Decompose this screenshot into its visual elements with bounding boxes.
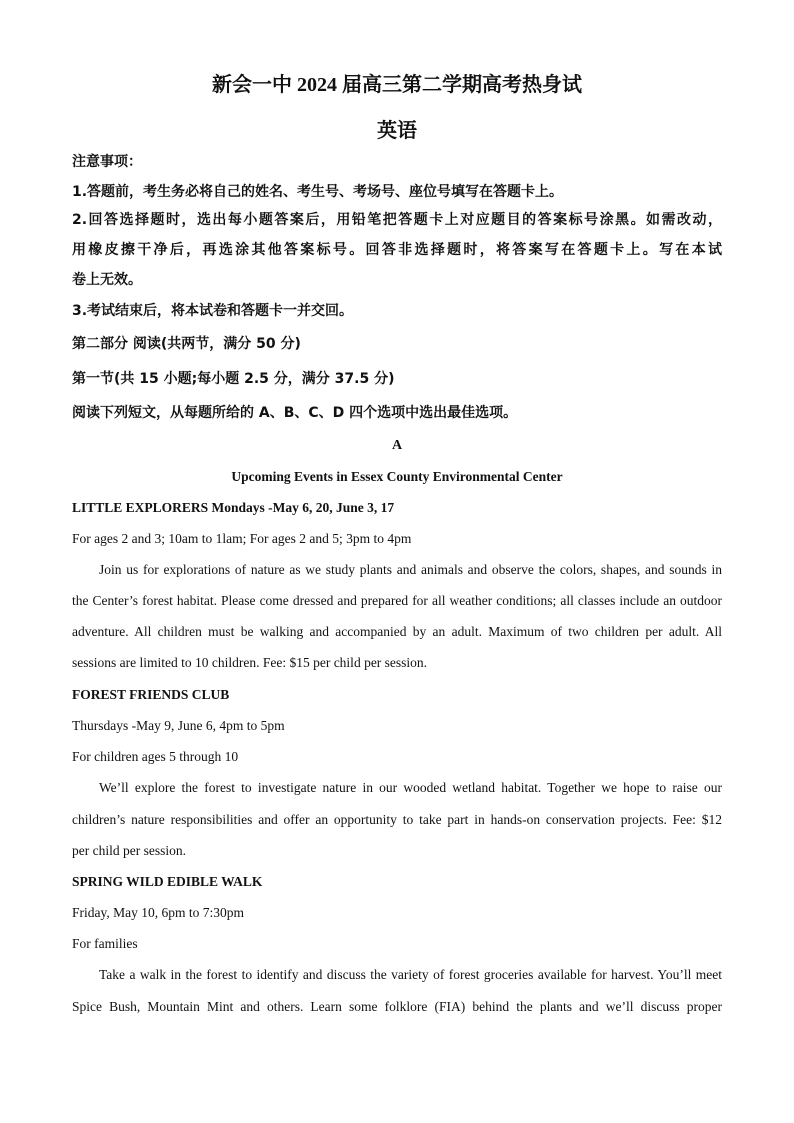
event-1-time: For ages 2 and 3; 10am to 1lam; For ages 2 and 5; 3pm to 4pm (72, 531, 412, 546)
event-3-time: Friday, May 10, 6pm to 7:30pm (72, 905, 244, 920)
event-2-time: Thursdays -May 9, June 6, 4pm to 5pm (72, 718, 285, 733)
event-2-heading: FOREST FRIENDS CLUB (72, 687, 230, 702)
passage-letter: A (391, 438, 403, 453)
notice-item-2-line-1: 2.回答选择题时，选出每小题答案后，用铅笔把答题卡上对应题目的答案标号涂黑。如需改动， (72, 212, 722, 228)
event-3-age: For families (72, 936, 138, 951)
notice-item-3: 3.考试结束后，将本试卷和答题卡一并交回。 (72, 303, 354, 319)
event-1-heading: LITTLE EXPLORERS Mondays -May 6, 20, June 3, 17 (72, 500, 395, 515)
event-1-paragraph-line-4: sessions are limited to 10 children. Fee: $15 per child per session. (72, 655, 428, 670)
section-part-heading: 第二部分 阅读(共两节，满分 50 分) (72, 336, 301, 352)
event-1-paragraph-line-1: Join us for explorations of nature as we study plants and animals and observe the colors, shapes, and sounds in (99, 562, 722, 577)
event-3-paragraph-line-2: Spice Bush, Mountain Mint and others. Learn some folklore (FIA) behind the plants and we’ll discuss proper (72, 999, 722, 1014)
notice-item-2-line-3: 卷上无效。 (72, 272, 142, 288)
section-instruction: 阅读下列短文，从每题所给的 A、B、C、D 四个选项中选出最佳选项。 (72, 405, 518, 421)
event-2-age: For children ages 5 through 10 (72, 749, 239, 764)
subject-title: 英语 (377, 120, 417, 142)
event-1-paragraph-line-2: the Center’s forest habitat. Please come dressed and prepared for all weather conditions; all classes include an outdoor (72, 593, 722, 608)
exam-title: 新会一中 2024 届高三第二学期高考热身试 (212, 74, 582, 96)
event-1-paragraph-line-3: adventure. All children must be walking and accompanied by an adult. Maximum of two children per adult. All (72, 624, 722, 639)
event-3-heading: SPRING WILD EDIBLE WALK (72, 874, 263, 889)
event-2-paragraph-line-2: children’s nature responsibilities and offer an opportunity to take part in hands-on conservation projects. Fee: $12 (72, 812, 722, 827)
notice-heading: 注意事项： (72, 154, 142, 170)
event-2-paragraph-line-3: per child per session. (72, 843, 186, 858)
passage-title: Upcoming Events in Essex County Environmental Center (231, 469, 563, 484)
section-sub-heading: 第一节(共 15 小题;每小题 2.5 分，满分 37.5 分) (72, 371, 395, 387)
event-2-paragraph-line-1: We’ll explore the forest to investigate nature in our wooded wetland habitat. Together we hope to raise our (99, 780, 722, 795)
event-3-paragraph-line-1: Take a walk in the forest to identify and discuss the variety of forest groceries available for harvest. You’ll meet (99, 967, 722, 982)
notice-item-2-line-2: 用橡皮擦干净后，再选涂其他答案标号。回答非选择题时，将答案写在答题卡上。写在本试 (72, 242, 722, 258)
notice-item-1: 1.答题前，考生务必将自己的姓名、考生号、考场号、座位号填写在答题卡上。 (72, 184, 564, 200)
